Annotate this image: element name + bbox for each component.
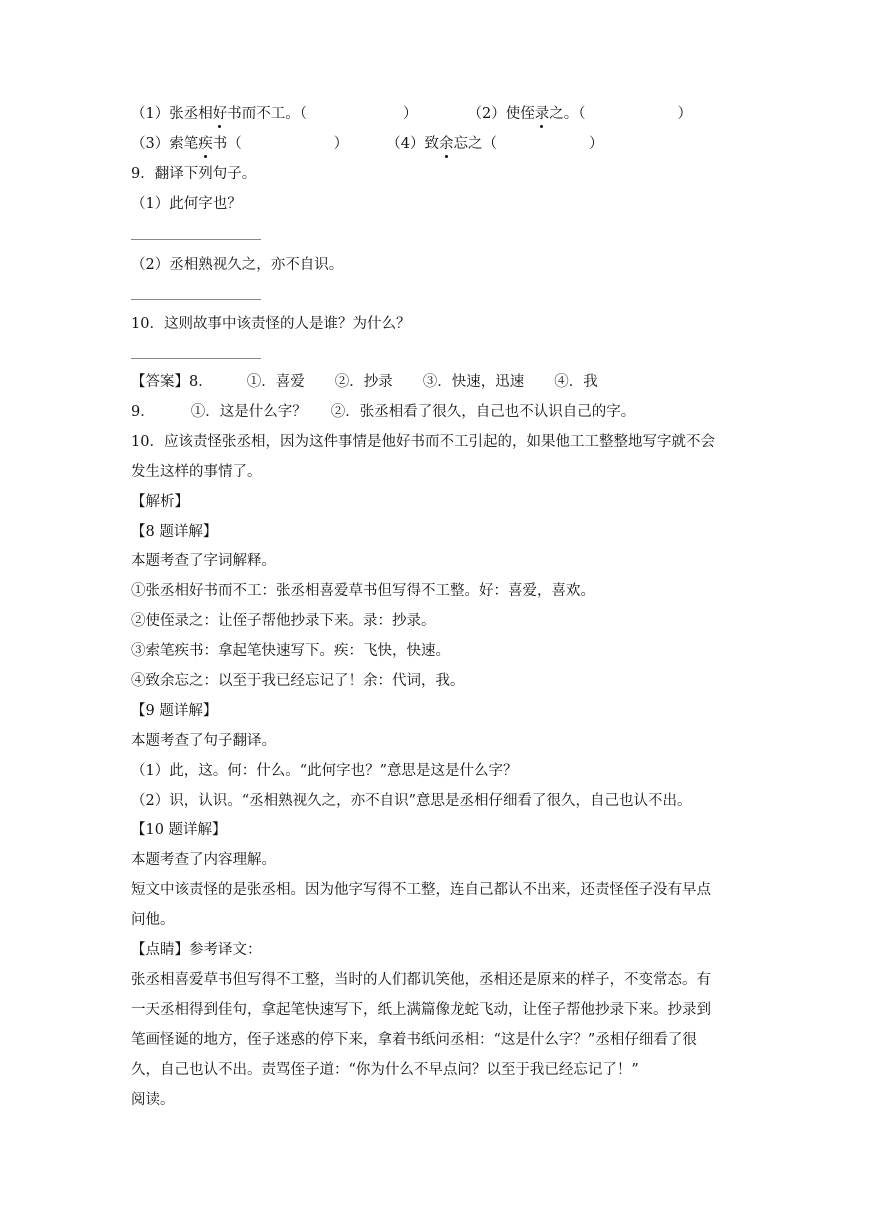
q8-row-1 bbox=[131, 104, 692, 124]
q8-item-1: （1）张丞相好书而不工。（ ） bbox=[131, 106, 418, 122]
q9-title: 9．翻译下列句子。 bbox=[131, 166, 257, 182]
q10-detail-line-1: 短文中该责怪的是张丞相。因为他字写得不工整，连自己都认不出来，还责怪侄子没有早点 bbox=[131, 882, 711, 898]
translation-line-4: 久，自己也认不出。责骂侄子道：“你为什么不早点问？以至于我已经忘记了！” bbox=[131, 1062, 639, 1078]
translation-line-2: 一天丞相得到佳句，拿起笔快速写下，纸上满篇像龙蛇飞动，让侄子帮他抄录下来。抄录到 bbox=[131, 1002, 711, 1018]
answer-8-4: ④．我 bbox=[554, 374, 598, 390]
q9-detail-intro: 本题考查了句子翻译。 bbox=[131, 733, 276, 749]
answer-9-num: 9． bbox=[131, 404, 155, 420]
q9-sentence-2: （2）丞相熟视久之，亦不自识。 bbox=[131, 257, 344, 273]
q9-sentence-1: （1）此何字也？ bbox=[131, 196, 242, 212]
q9-detail-2: （2）识，认识。“丞相熟视久之，亦不自识”意思是丞相仔细看了很久，自己也认不出。 bbox=[131, 793, 692, 809]
answer-8-1: ①．喜爱 bbox=[246, 374, 305, 390]
q8-detail-intro: 本题考查了字词解释。 bbox=[131, 553, 276, 569]
translation-line-1: 张丞相喜爱草书但写得不工整，当时的人们都讥笑他，丞相还是原来的样子，不变常态。有 bbox=[131, 972, 711, 988]
emphasis-dot: 录 bbox=[534, 106, 550, 122]
emphasis-dot: 余 bbox=[438, 136, 454, 152]
q8-item-4: （4）致余忘之（ ） bbox=[386, 136, 604, 152]
q8-item-3: （3）索笔疾书（ ） bbox=[131, 136, 349, 152]
reading-label: 阅读。 bbox=[131, 1092, 175, 1108]
q10-detail-line-2: 问他。 bbox=[131, 912, 175, 928]
q8-detail-1: ①张丞相好书而不工：张丞相喜爱草书但写得不工整。好：喜爱，喜欢。 bbox=[131, 583, 595, 599]
answer-row-8 bbox=[131, 372, 598, 392]
translation-line-3: 笔画怪诞的地方，侄子迷惑的停下来，拿着书纸问丞相：“这是什么字？”丞相仔细看了很 bbox=[131, 1032, 697, 1048]
answer-10-line-2: 发生这样的事情了。 bbox=[131, 464, 262, 480]
answer-8-2: ②．抄录 bbox=[334, 374, 393, 390]
q10-detail-intro: 本题考查了内容理解。 bbox=[131, 852, 276, 868]
q9-detail-1: （1）此，这。何：什么。“此何字也？”意思是这是什么字？ bbox=[131, 763, 518, 779]
emphasis-dot: 好 bbox=[212, 106, 228, 122]
answer-9-2: ②．张丞相看了很久，自己也不认识自己的字。 bbox=[330, 404, 636, 420]
answer-8-3: ③．快速，迅速 bbox=[422, 374, 525, 390]
q9-detail-heading: 【9 题详解】 bbox=[131, 703, 218, 719]
q8-detail-3: ③索笔疾书：拿起笔快速写下。疾：飞快，快速。 bbox=[131, 643, 450, 659]
answer-label: 【答案】8． bbox=[131, 374, 213, 390]
q10-title: 10．这则故事中该责怪的人是谁？为什么？ bbox=[131, 316, 411, 332]
q8-detail-2: ②使侄录之：让侄子帮他抄录下来。录：抄录。 bbox=[131, 613, 436, 629]
q8-detail-4: ④致余忘之：以至于我已经忘记了！余：代词，我。 bbox=[131, 673, 465, 689]
answer-blank-line[interactable] bbox=[131, 239, 261, 240]
q8-detail-heading: 【8 题详解】 bbox=[131, 524, 218, 540]
answer-blank-line[interactable] bbox=[131, 358, 261, 359]
analysis-label: 【解析】 bbox=[131, 494, 189, 510]
q8-item-2: （2）使侄录之。（ ） bbox=[467, 106, 692, 122]
q10-detail-heading: 【10 题详解】 bbox=[131, 822, 227, 838]
answer-9-1: ①．这是什么字？ bbox=[190, 404, 307, 420]
commentary-label: 【点睛】参考译文： bbox=[131, 942, 262, 958]
emphasis-dot: 疾 bbox=[198, 136, 213, 152]
answer-row-9 bbox=[131, 402, 635, 422]
answer-blank-line[interactable] bbox=[131, 299, 261, 300]
q8-row-2 bbox=[131, 134, 603, 154]
answer-10-line-1: 10．应该责怪张丞相，因为这件事情是他好书而不工引起的，如果他工工整整地写字就不会 bbox=[131, 434, 715, 450]
